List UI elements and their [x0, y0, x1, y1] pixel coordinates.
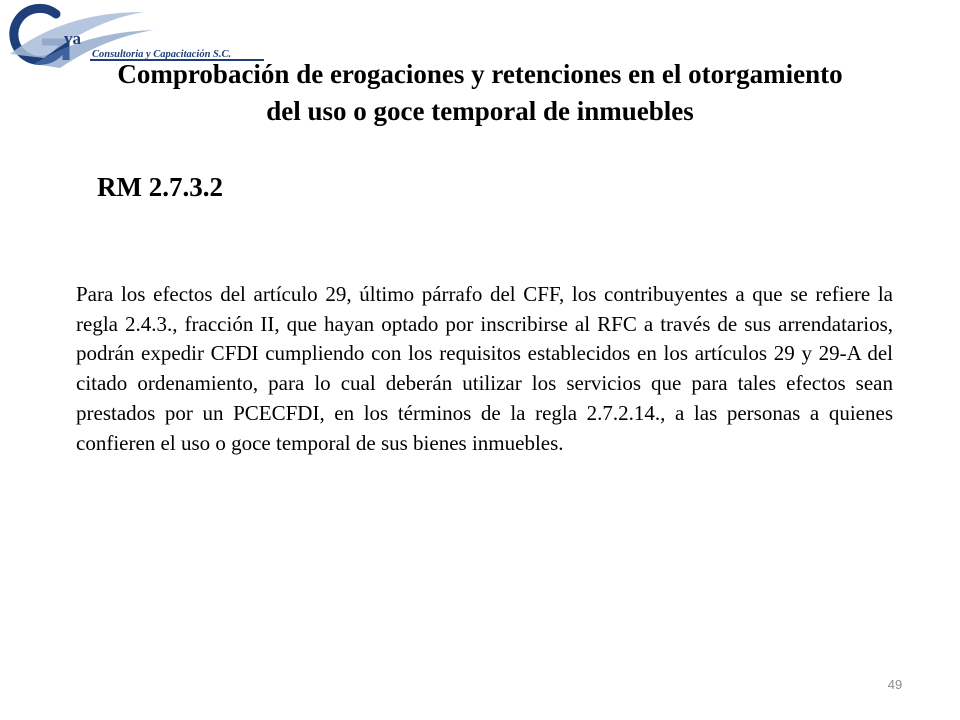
body-paragraph: Para los efectos del artículo 29, último párrafo del CFF, los contribuyentes a que se refiere la regla 2.4.3., fracción II, que hayan optado por inscribirse al RFC a través de sus arrendatarios, podrán expedir CFDI cumpliendo con los requisitos establecidos en los artículos 29 y 29-A del citado ordenamiento, para lo cual deberán utilizar los servicios que para tales efectos sean prestados por un PCECFDI, en los términos de la regla 2.7.2.14., a las personas a quienes confieren el uso o goce temporal de sus bienes inmuebles.	[76, 282, 893, 455]
logo-graphic	[4, 2, 266, 72]
page-number: 49	[887, 677, 903, 692]
company-logo	[4, 2, 266, 72]
logo-company-name: Consultoria y Capacitación S.C.	[92, 49, 232, 60]
slide-title-line-1: Comprobación de erogaciones y retenciones en el otorgamiento	[117, 59, 843, 89]
rule-reference: RM 2.7.3.2	[97, 172, 223, 202]
logo-letters: va	[64, 29, 81, 48]
slide-title-line-2: del uso o goce temporal de inmuebles	[266, 96, 694, 126]
